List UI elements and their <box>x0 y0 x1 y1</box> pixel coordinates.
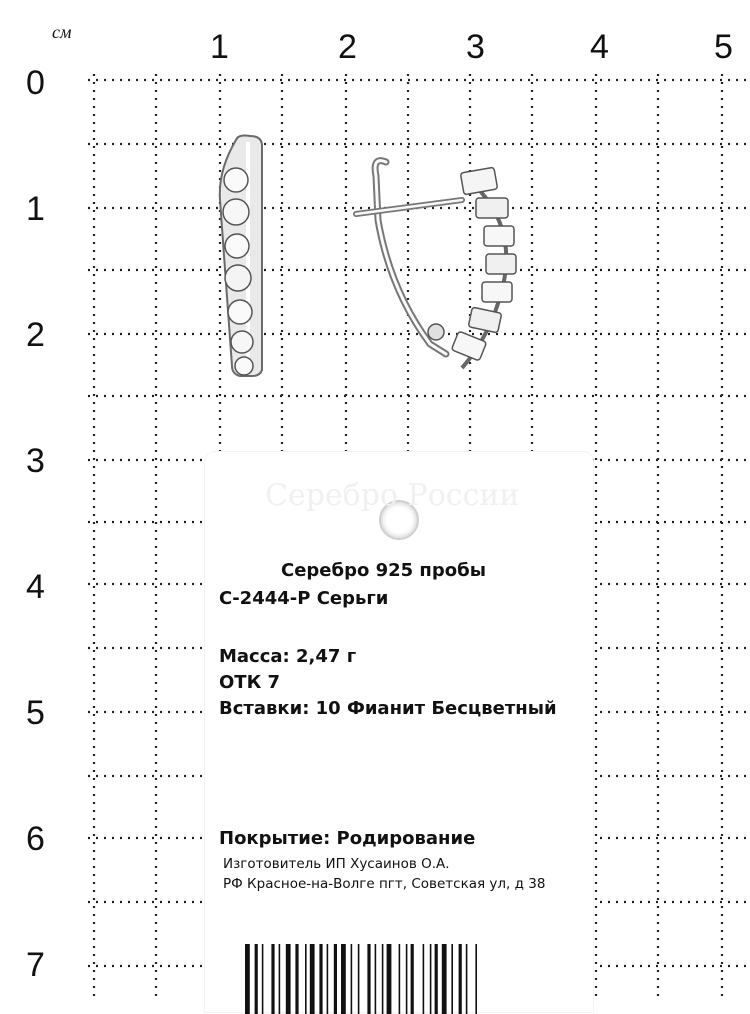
barcode-bar <box>262 944 264 1014</box>
barcode-bar <box>255 944 258 1014</box>
y-tick-2: 2 <box>26 316 45 354</box>
barcode-bar <box>375 944 377 1014</box>
x-tick-4: 4 <box>590 28 609 66</box>
tag-metal: Серебро 925 пробы <box>281 560 486 581</box>
x-tick-2: 2 <box>338 28 357 66</box>
tag-coating: Покрытие: Родирование <box>219 828 476 849</box>
barcode-bar <box>367 944 370 1014</box>
barcode-bar <box>286 944 291 1014</box>
barcode-bar <box>327 944 329 1014</box>
y-tick-7: 7 <box>26 946 45 984</box>
tag-manufacturer: Изготовитель ИП Хусаинов О.А. <box>223 856 450 872</box>
barcode-bar <box>459 944 462 1014</box>
x-tick-5: 5 <box>714 28 733 66</box>
tag-watermark: Серебро России <box>265 478 520 513</box>
barcode-bar <box>435 944 438 1014</box>
barcode-bar <box>451 944 453 1014</box>
tag-address: РФ Красное-на-Волге пгт, Советская ул, д 38 <box>223 876 546 892</box>
y-tick-4: 4 <box>26 568 45 606</box>
barcode-bar <box>442 944 447 1014</box>
tag-inserts: Вставки: 10 Фианит Бесцветный <box>219 698 557 719</box>
y-tick-5: 5 <box>26 694 45 732</box>
tag-weight: Масса: 2,47 г <box>219 646 357 667</box>
earring-side-view <box>356 161 516 368</box>
y-tick-0: 0 <box>26 64 45 102</box>
barcode-bar <box>351 944 353 1014</box>
barcode-bar <box>430 944 432 1014</box>
barcode-bar <box>295 944 298 1014</box>
barcode-bar <box>411 944 414 1014</box>
barcode-bar <box>271 944 274 1014</box>
x-tick-1: 1 <box>210 28 229 66</box>
barcode-bar <box>310 944 315 1014</box>
barcode-bar <box>423 944 425 1014</box>
y-tick-3: 3 <box>26 442 45 480</box>
barcode <box>241 944 559 1014</box>
barcode-bar <box>305 944 307 1014</box>
y-tick-6: 6 <box>26 820 45 858</box>
barcode-bar <box>358 944 360 1014</box>
earring-front-view <box>220 136 262 377</box>
barcode-bar <box>334 944 337 1014</box>
barcode-bar <box>341 944 346 1014</box>
barcode-bar <box>466 944 468 1014</box>
barcode-bar <box>319 944 322 1014</box>
barcode-bar <box>406 944 408 1014</box>
barcode-bar <box>279 944 281 1014</box>
barcode-bar <box>382 944 384 1014</box>
tag-article: С-2444-Р Серьги <box>219 588 389 609</box>
barcode-bar <box>387 944 392 1014</box>
barcode-bar <box>399 944 401 1014</box>
x-tick-3: 3 <box>466 28 485 66</box>
unit-label: см <box>52 22 72 42</box>
tag-otk: ОТК 7 <box>219 672 281 693</box>
product-tag <box>205 452 593 1012</box>
barcode-bar <box>475 944 477 1014</box>
y-tick-1: 1 <box>26 190 45 228</box>
barcode-bar <box>245 944 250 1014</box>
earrings-image <box>200 120 540 400</box>
